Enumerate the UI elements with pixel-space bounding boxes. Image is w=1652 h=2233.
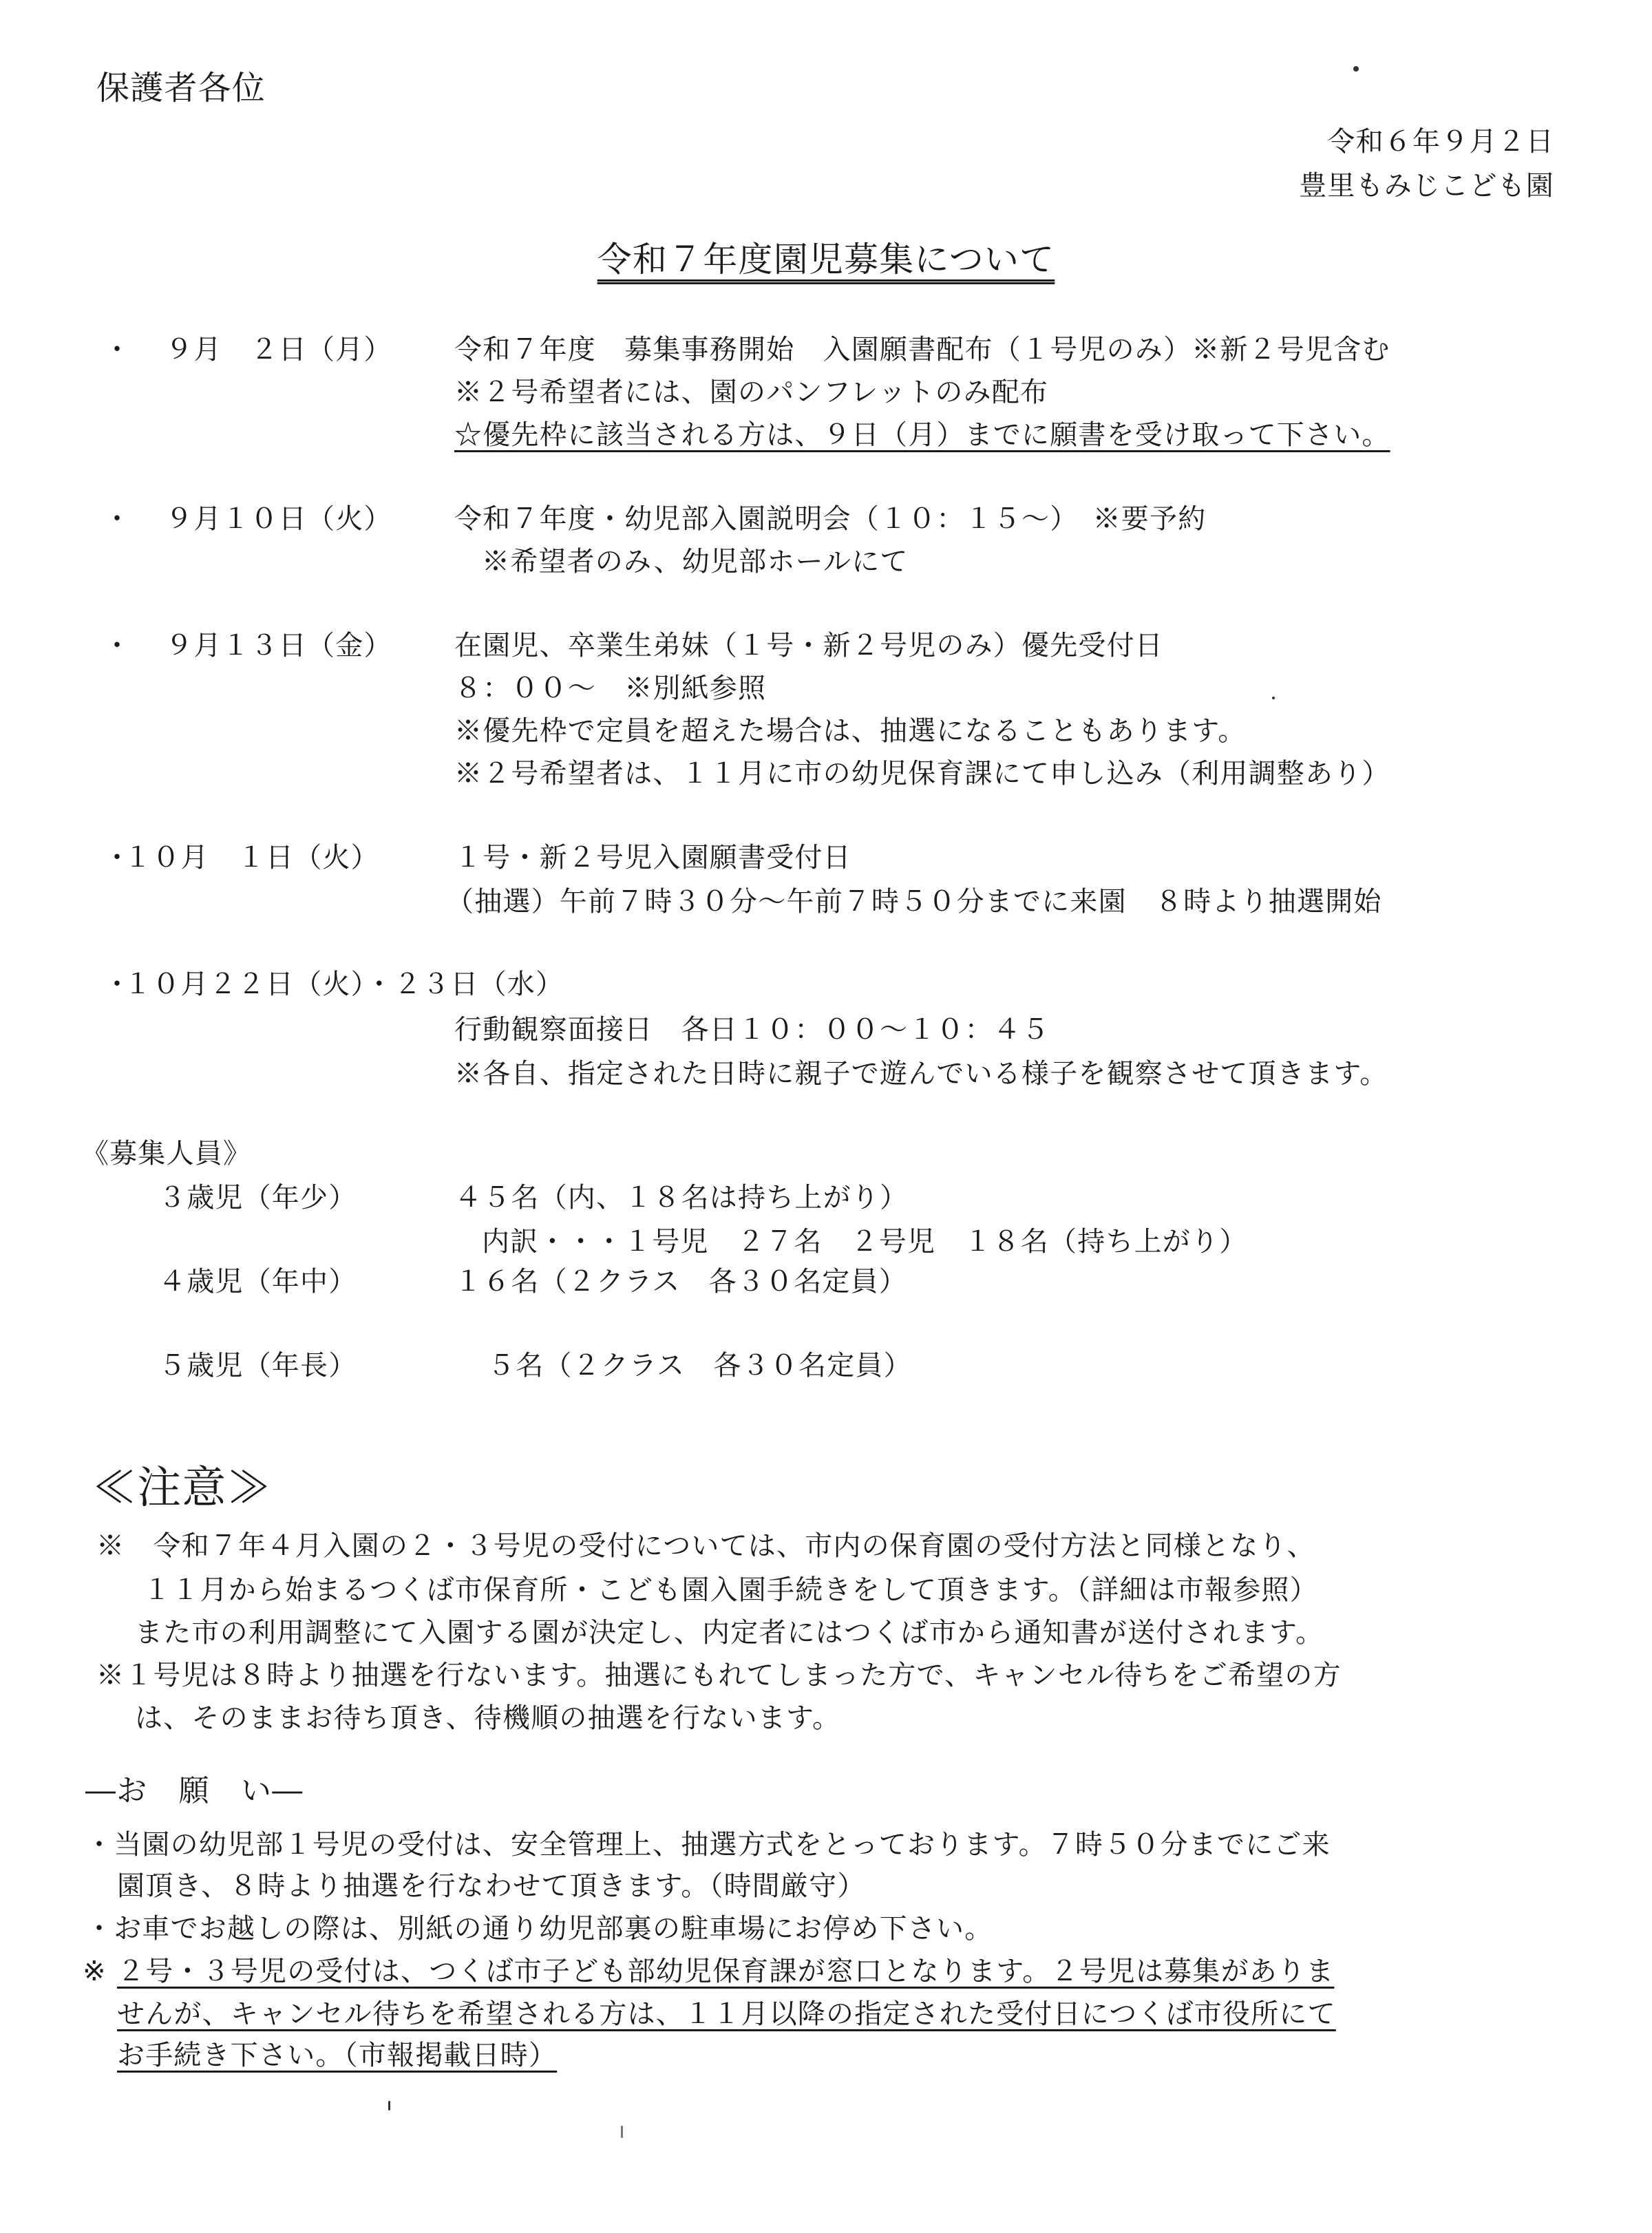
recruitment-count: ４５名（内、１８名は持ち上がり） <box>454 1182 909 1214</box>
sender-name: 豊里もみじこども園 <box>1299 170 1554 202</box>
request-line-underlined: お手続き下さい。（市報掲載日時） <box>117 2040 558 2071</box>
request-line: ・お車でお越しの際は、別紙の通り幼児部裏の駐車場にお停め下さい。 <box>85 1913 993 1945</box>
recruitment-count: １６名（２クラス 各３０名定員） <box>454 1266 907 1298</box>
request-line-underlined: せんが、キャンセル待ちを希望される方は、１１月以降の指定された受付日につくば市役所にて <box>117 1998 1336 2030</box>
schedule-line: 行動観察面接日 各日１０：００～１０：４５ <box>454 1014 1050 1046</box>
request-line: 園頂き、８時より抽選を行なわせて頂きます。（時間厳守） <box>117 1870 866 1902</box>
schedule-bullet: ・ <box>103 334 132 366</box>
caution-line: １１月から始まるつくば市保育所・こども園入園手続きをして頂きます。（詳細は市報参照） <box>143 1574 1318 1606</box>
recruitment-count: ５名（２クラス 各３０名定員） <box>487 1350 912 1382</box>
caution-line: ※１号児は８時より抽選を行ないます。抽選にもれてしまった方で、キャンセル待ちをご希望の方 <box>96 1660 1342 1691</box>
request-line-underlined: ２号・３号児の受付は、つくば市子ども部幼児保育課が窓口となります。２号児は募集がありま <box>117 1956 1335 1987</box>
recruitment-age: ４歳児（年中） <box>158 1266 357 1298</box>
request-note-mark: ※ <box>83 1956 107 1987</box>
schedule-line-priority: ☆優先枠に該当される方は、９日（月）までに願書を受け取って下さい。 <box>454 419 1390 451</box>
recruitment-detail: 内訳・・・１号児 ２７名 ２号児 １８名（持ち上がり） <box>482 1226 1248 1258</box>
schedule-date: １０月 １日（火） <box>124 842 379 874</box>
schedule-line: ※優先枠で定員を超えた場合は、抽選になることもあります。 <box>454 715 1247 747</box>
caution-line: また市の利用調整にて入園する園が決定し、内定者にはつくば市から通知書が送付されます。 <box>135 1617 1324 1649</box>
schedule-line: １号・新２号児入園願書受付日 <box>454 842 851 874</box>
schedule-bullet: ・ <box>103 503 132 535</box>
schedule-date: ９月 ２日（月） <box>165 334 392 366</box>
scan-speck <box>621 2126 623 2138</box>
recipient: 保護者各位 <box>96 69 266 107</box>
scan-speck <box>388 2101 390 2110</box>
schedule-line: ８：００～ ※別紙参照 <box>454 673 767 704</box>
caution-line: は、そのままお待ち頂き、待機順の抽選を行ないます。 <box>135 1702 841 1734</box>
recruitment-heading: 《募集人員》 <box>81 1138 252 1170</box>
request-line: ・当園の幼児部１号児の受付は、安全管理上、抽選方式をとっております。７時５０分までにご来 <box>85 1829 1331 1861</box>
schedule-bullet: ・ <box>103 630 132 662</box>
schedule-date: １０月２２日（火）・２３日（水） <box>124 969 564 1000</box>
schedule-line: 在園児、卒業生弟妹（１号・新２号児のみ）優先受付日 <box>454 630 1163 662</box>
document-date: 令和６年９月２日 <box>1327 126 1554 158</box>
caution-line: ※ 令和７年４月入園の２・３号児の受付については、市内の保育園の受付方法と同様となり、 <box>96 1530 1315 1562</box>
schedule-line: 令和７年度・幼児部入園説明会（１０：１５～） ※要予約 <box>454 503 1207 535</box>
schedule-line: （抽選）午前７時３０分～午前７時５０分までに来園 ８時より抽選開始 <box>446 886 1382 918</box>
schedule-bullet: ・ <box>103 969 132 1000</box>
schedule-line: ※各自、指定された日時に親子で遊んでいる様子を観察させて頂きます。 <box>454 1058 1388 1090</box>
schedule-date: ９月１３日（金） <box>165 630 392 662</box>
schedule-date: ９月１０日（火） <box>165 503 392 535</box>
scan-speck <box>1272 697 1275 699</box>
schedule-line: ※希望者のみ、幼児部ホールにて <box>482 546 909 578</box>
document-title: 令和７年度園児募集について <box>597 240 1055 279</box>
request-heading: ―お 願 い― <box>85 1773 304 1808</box>
schedule-line: 令和７年度 募集事務開始 入園願書配布（１号児のみ）※新２号児含む <box>454 334 1390 366</box>
scan-speck <box>1353 66 1359 72</box>
schedule-line: ※２号希望者は、１１月に市の幼児保育課にて申し込み（利用調整あり） <box>454 758 1390 790</box>
caution-heading: ≪注意≫ <box>92 1463 272 1514</box>
schedule-bullet: ・ <box>103 842 132 874</box>
recruitment-age: ５歳児（年長） <box>158 1350 357 1382</box>
recruitment-age: ３歳児（年少） <box>158 1182 357 1214</box>
schedule-line: ※２号希望者には、園のパンフレットのみ配布 <box>454 377 1049 408</box>
